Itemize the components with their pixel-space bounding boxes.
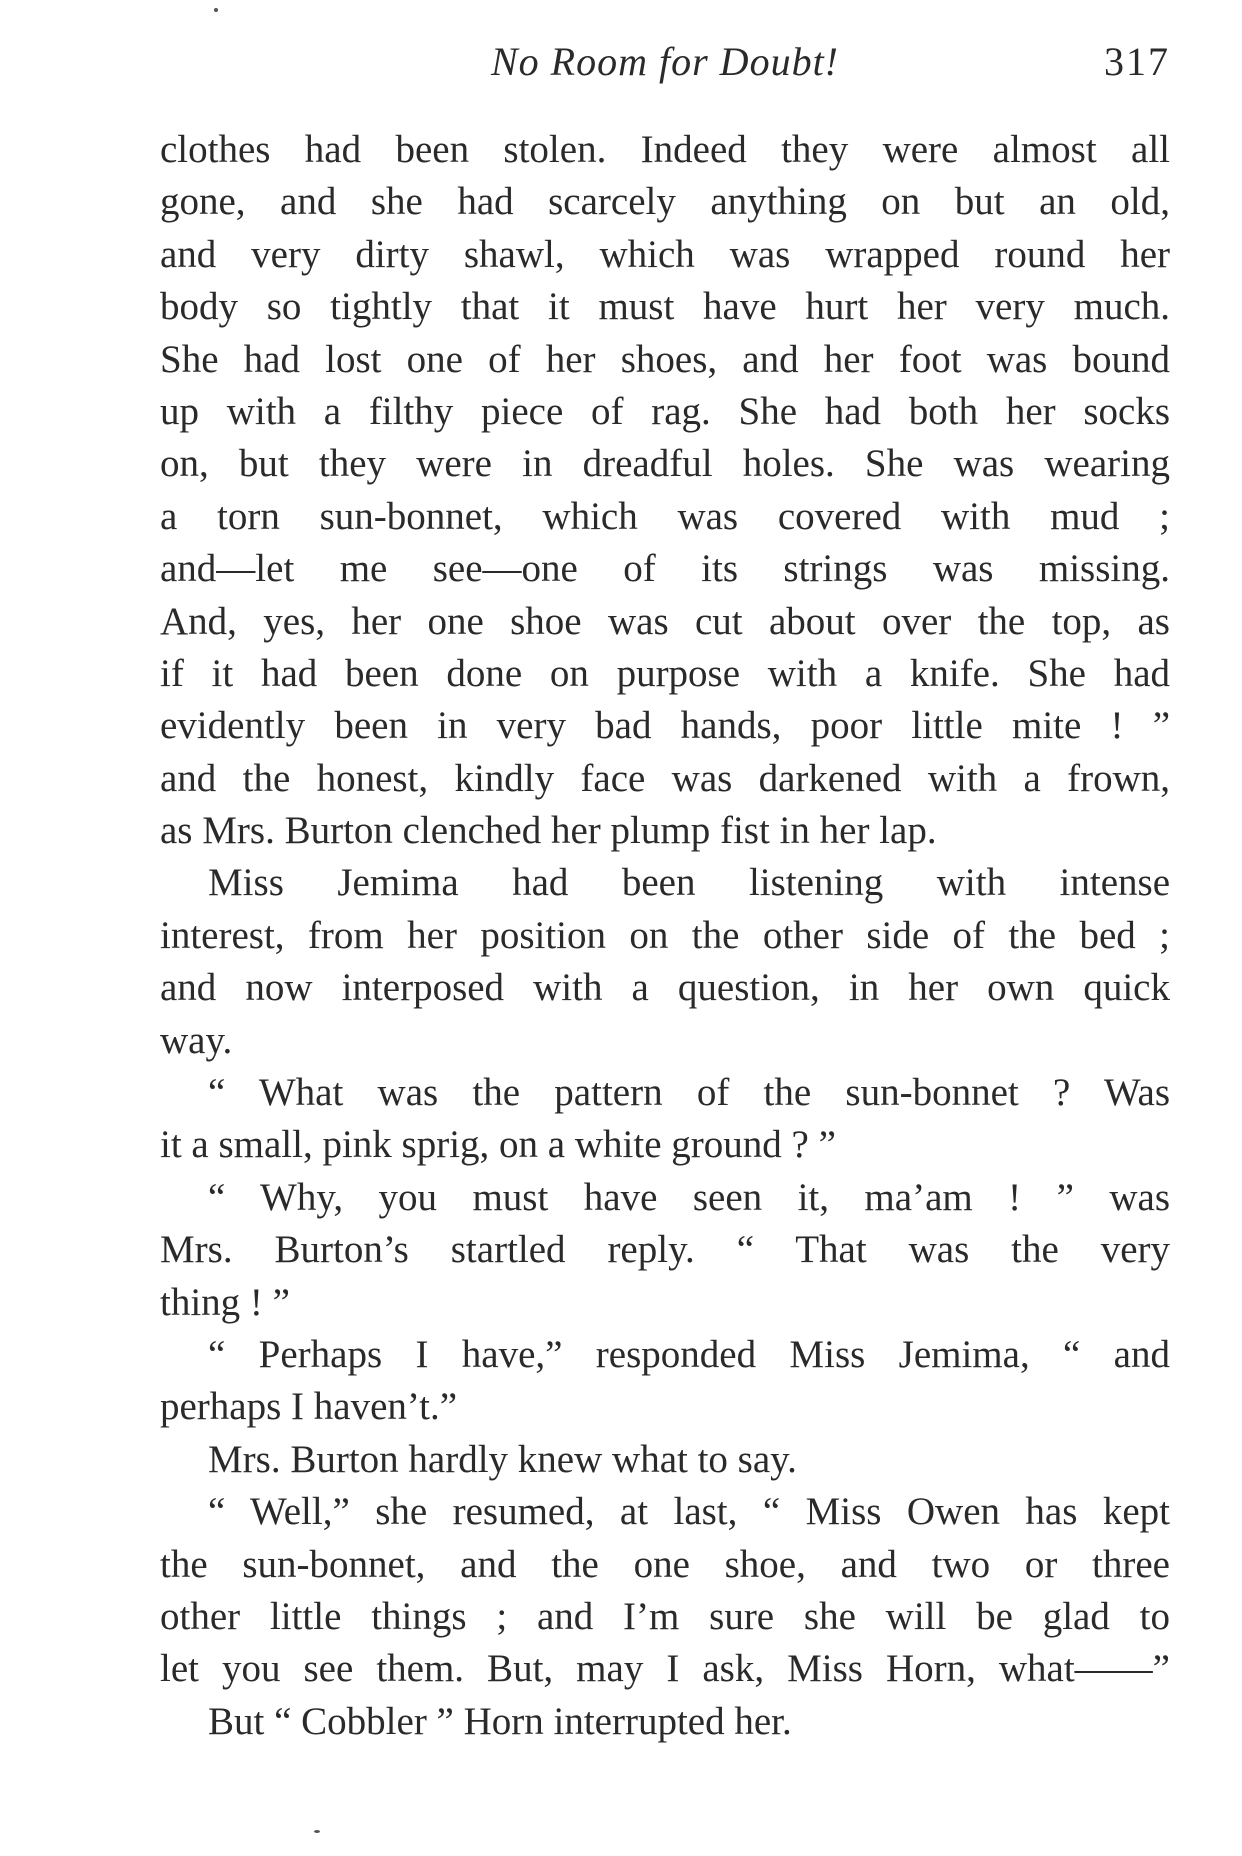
text-line: as Mrs. Burton clenched her plump fist in her lap. — [160, 809, 937, 853]
text-line: body so tightly that it must have hurt her very much. — [160, 285, 1170, 329]
text-line: up with a filthy piece of rag. She had both her socks — [160, 389, 1170, 433]
text-line: interest, from her position on the other side of the bed ; — [160, 913, 1170, 957]
text-line: and the honest, kindly face was darkened with a frown, — [160, 756, 1170, 800]
page-header — [160, 38, 1170, 98]
text-line: “ Why, you must have seen it, ma’am ! ” was — [208, 1175, 1170, 1219]
text-line: and very dirty shawl, which was wrapped round her — [160, 232, 1170, 276]
text-line: the sun-bonnet, and the one shoe, and two or three — [160, 1542, 1170, 1586]
text-line: let you see them. But, may I ask, Miss Horn, what——” — [160, 1647, 1170, 1691]
text-line: if it had been done on purpose with a knife. She had — [160, 651, 1170, 695]
text-line: And, yes, her one shoe was cut about over the top, as — [160, 599, 1170, 643]
text-line: and now interposed with a question, in her own quick — [160, 966, 1170, 1010]
text-line: She had lost one of her shoes, and her foot was bound — [160, 337, 1170, 381]
text-line: on, but they were in dreadful holes. She was wearing — [160, 442, 1170, 486]
body-text — [160, 124, 1170, 1748]
text-line: a torn sun-bonnet, which was covered with mud ; — [160, 494, 1170, 538]
text-line: thing ! ” — [160, 1280, 290, 1324]
page-number: 317 — [1104, 39, 1170, 84]
text-line: “ Well,” she resumed, at last, “ Miss Owen has kept — [208, 1490, 1170, 1534]
text-line: evidently been in very bad hands, poor little mite ! ” — [160, 704, 1170, 748]
text-line: “ What was the pattern of the sun-bonnet ? Was — [208, 1071, 1170, 1115]
text-line: But “ Cobbler ” Horn interrupted her. — [208, 1699, 792, 1743]
print-speck — [214, 8, 218, 12]
text-line: it a small, pink sprig, on a white ground ? ” — [160, 1123, 836, 1167]
text-line: gone, and she had scarcely anything on but an old, — [160, 180, 1170, 224]
text-line: and—let me see—one of its strings was missing. — [160, 547, 1170, 591]
running-title: No Room for Doubt! — [491, 39, 839, 84]
text-line: other little things ; and I’m sure she will be glad to — [160, 1594, 1170, 1638]
text-line: Mrs. Burton’s startled reply. “ That was the very — [160, 1228, 1170, 1272]
text-line: clothes had been stolen. Indeed they were almost all — [160, 128, 1170, 171]
text-line: Miss Jemima had been listening with intense — [208, 861, 1170, 905]
text-line: perhaps I haven’t.” — [160, 1385, 458, 1429]
text-line: Mrs. Burton hardly knew what to say. — [208, 1437, 797, 1481]
print-speck — [314, 1830, 320, 1833]
text-line: way. — [160, 1018, 233, 1062]
text-line: “ Perhaps I have,” responded Miss Jemima, “ and — [208, 1332, 1170, 1376]
